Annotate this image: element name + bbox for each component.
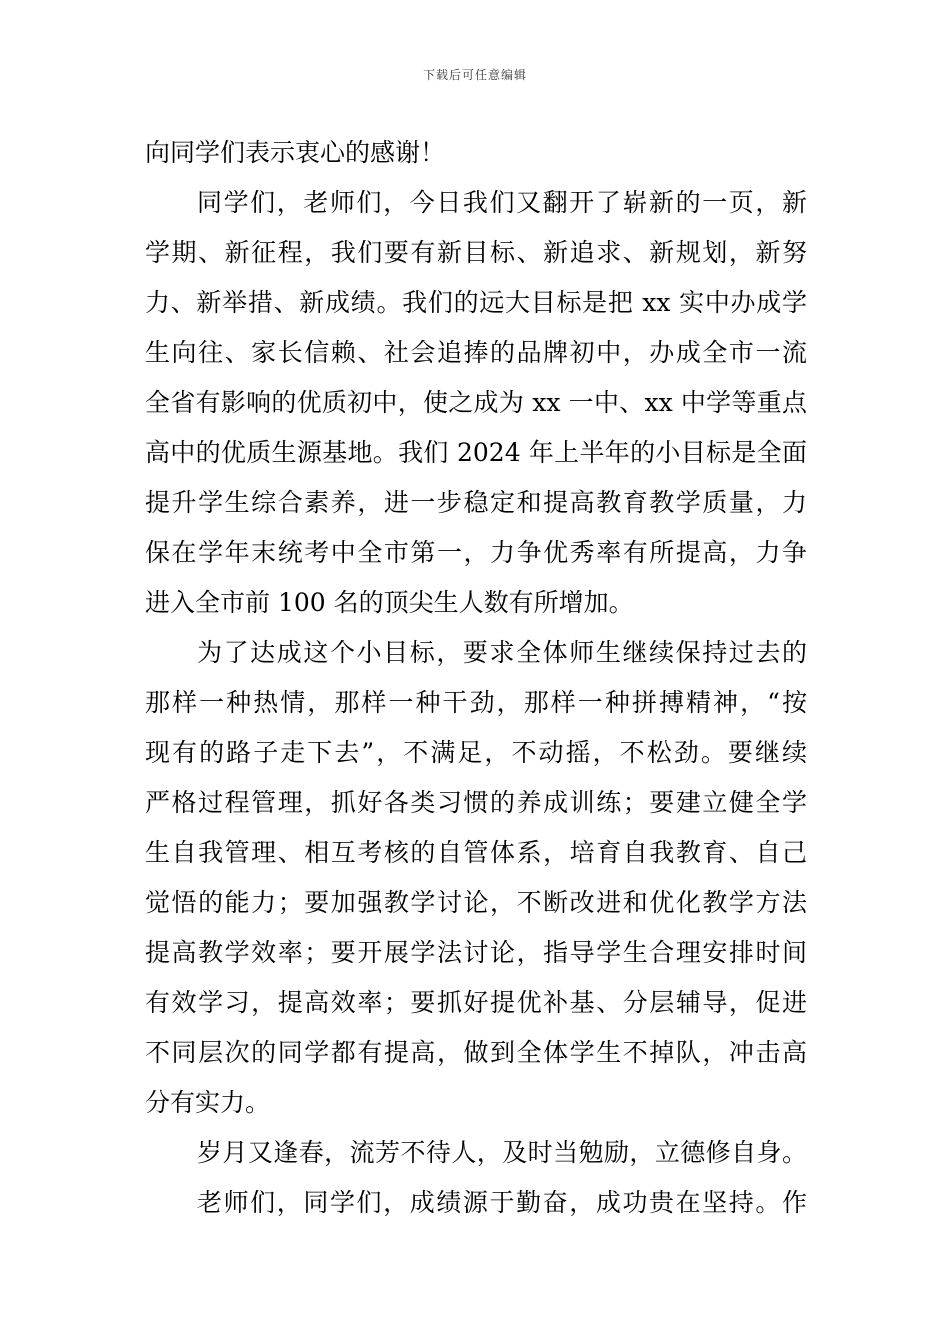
text-line: 提升学生综合素养，进一步稳定和提高教育教学质量，力 [145, 488, 807, 517]
text-line: 老师们，同学们，成绩源于勤奋，成功贵在坚持。作 [197, 1188, 807, 1217]
text-line: 为了达成这个小目标，要求全体师生继续保持过去的 [197, 638, 807, 667]
text-line: 那样一种热情，那样一种干劲，那样一种拼搏精神，“按 [145, 688, 807, 717]
text-line: 全省有影响的优质初中，使之成为 xx 一中、xx 中学等重点 [145, 388, 807, 417]
text-line: 力、新举措、新成绩。我们的远大目标是把 xx 实中办成学 [145, 288, 807, 317]
text-line: 保在学年末统考中全市第一，力争优秀率有所提高，力争 [145, 538, 807, 567]
text-line: 学期、新征程，我们要有新目标、新追求、新规划，新努 [145, 238, 807, 267]
text-line: 向同学们表示衷心的感谢！ [145, 138, 446, 167]
text-line: 岁月又逢春，流芳不待人，及时当勉励，立德修自身。 [197, 1138, 807, 1167]
text-line: 有效学习，提高效率；要抓好提优补基、分层辅导，促进 [145, 988, 807, 1017]
text-line: 现有的路子走下去”，不满足，不动摇，不松劲。要继续 [145, 738, 807, 767]
body-text [145, 128, 807, 1228]
header-note: 下载后可任意编辑 [422, 68, 527, 82]
text-line: 同学们，老师们，今日我们又翻开了崭新的一页，新 [197, 188, 807, 217]
text-line: 觉悟的能力；要加强教学讨论，不断改进和优化教学方法 [145, 888, 807, 917]
text-line: 分有实力。 [145, 1088, 271, 1117]
text-line: 提高教学效率；要开展学法讨论，指导学生合理安排时间 [145, 938, 807, 967]
text-line: 高中的优质生源基地。我们 2024 年上半年的小目标是全面 [145, 438, 807, 467]
text-line: 严格过程管理，抓好各类习惯的养成训练；要建立健全学 [145, 788, 807, 817]
text-line: 不同层次的同学都有提高，做到全体学生不掉队，冲击高 [145, 1038, 807, 1067]
text-line: 生向往、家长信赖、社会追捧的品牌初中，办成全市一流 [145, 338, 807, 367]
text-line: 进入全市前 100 名的顶尖生人数有所增加。 [145, 588, 634, 617]
text-line: 生自我管理、相互考核的自管体系，培育自我教育、自己 [145, 838, 807, 867]
